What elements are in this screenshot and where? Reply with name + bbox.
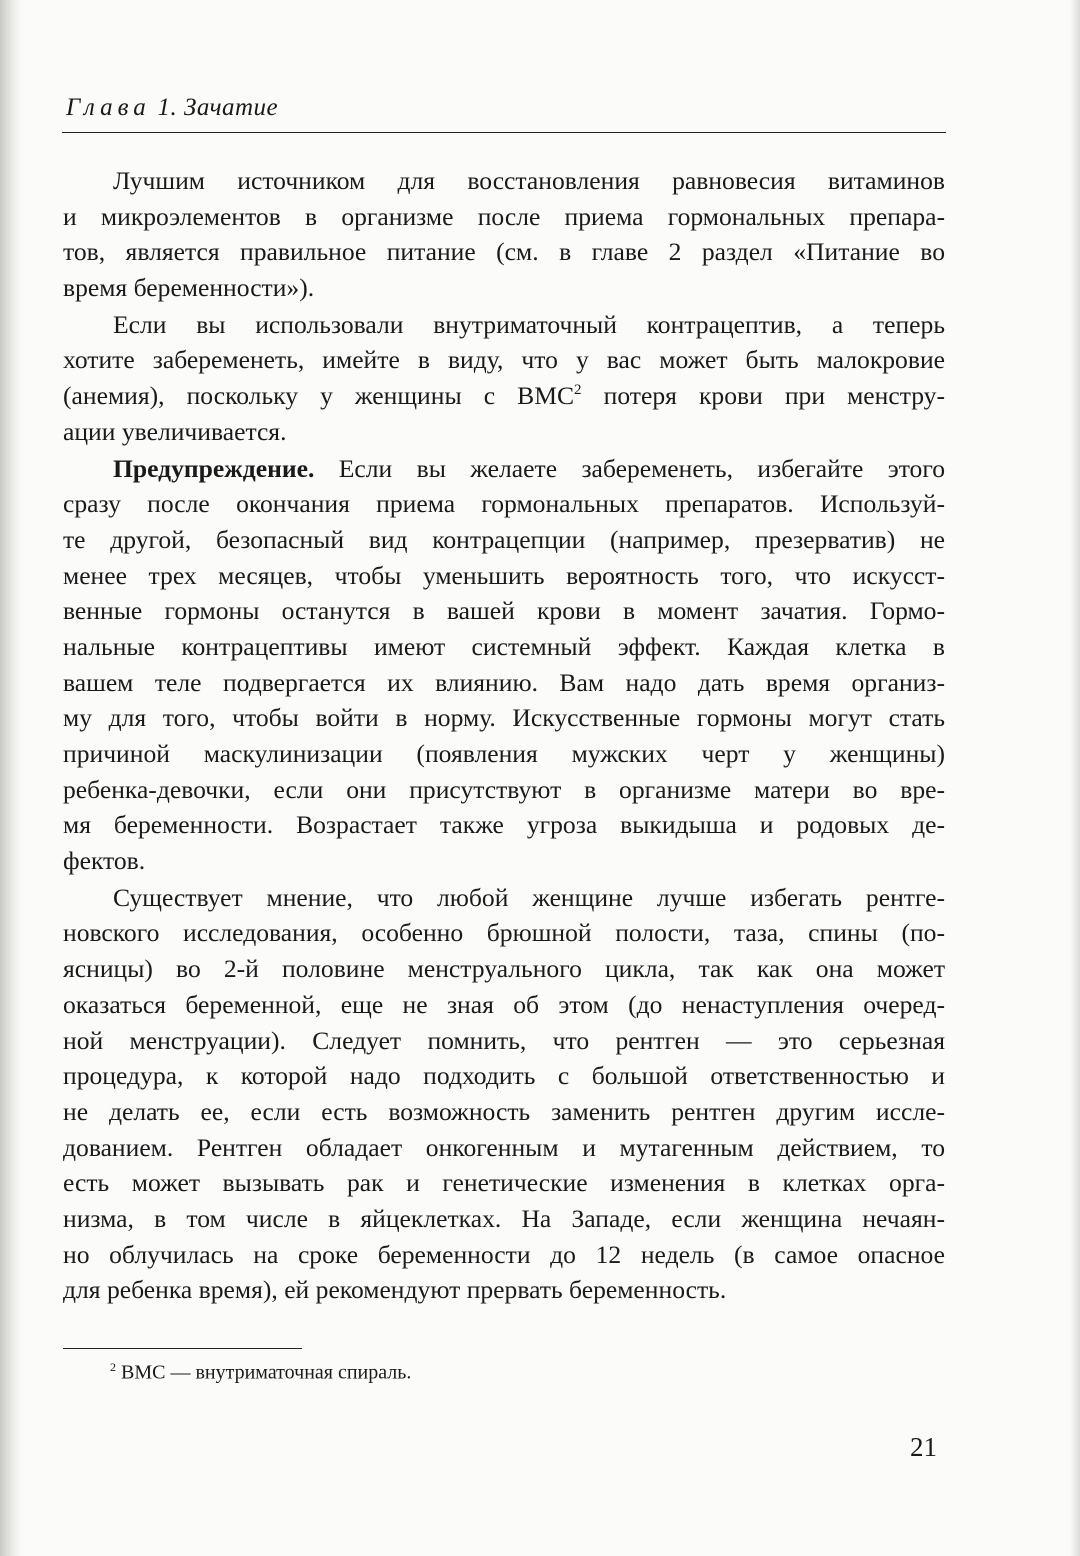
header-rule: [62, 132, 946, 133]
text-line: причиной маскулинизации (появления мужских черт у женщины): [63, 739, 945, 768]
text-line: время беременности»).: [63, 273, 315, 303]
text-line: не делать ее, если есть возможность заменить рентген другим иссле-: [63, 1096, 945, 1126]
text-line: те другой, безопасный вид контрацепции (например, презерватив) не: [63, 524, 945, 554]
text-line: Если вы использовали внутриматочный контрацептив, а теперь: [113, 309, 945, 339]
text-line: фектов.: [63, 846, 146, 876]
text-line: процедура, к которой надо подходить с большой ответственностью и: [63, 1061, 945, 1091]
body-text: [63, 163, 945, 1309]
paragraph: [63, 163, 945, 306]
page-edge-shadow-right: [1070, 0, 1080, 1556]
running-head-label: Глава: [66, 94, 151, 121]
page-number: 21: [910, 1432, 937, 1462]
text-line: есть может вызывать рак и генетические изменения в клетках орга-: [63, 1168, 945, 1198]
text-line: Лучшим источником для восстановления равновесия витаминов: [113, 166, 945, 195]
paragraph: [63, 451, 945, 879]
footnote-marker: 2: [110, 1360, 116, 1374]
footnote-reference: 2: [574, 381, 582, 398]
text-line: но облучилась на сроке беременности до 12 недель (в самое опасное: [63, 1239, 945, 1269]
running-head-title: 1. Зачатие: [157, 94, 279, 121]
text-line: и микроэлементов в организме после приема гормональных препара-: [63, 201, 945, 231]
text-line: мя беременности. Возрастает также угроза выкидыша и родовых де-: [63, 810, 945, 840]
text-line: ясницы) во 2-й половине менструального цикла, так как она может: [63, 954, 945, 984]
text-line: низма, в том числе в яйцеклетках. На Западе, если женщина нечаян-: [63, 1203, 945, 1233]
text-line: [63, 378, 945, 414]
text-segment: (анемия), поскольку у женщины с ВМС: [63, 381, 575, 411]
running-head: [66, 94, 278, 122]
text-line: хотите забеременеть, имейте в виду, что у вас может быть малокровие: [63, 345, 945, 375]
text-segment: Если вы желаете забеременеть, избегайте этого: [338, 453, 946, 483]
text-segment: потеря крови при менстру-: [603, 381, 945, 411]
text-line: тов, является правильное питание (см. в главе 2 раздел «Питание во: [63, 237, 945, 267]
text-line: вашем теле подвергается их влиянию. Вам надо дать время организ-: [63, 667, 945, 697]
footnote: [110, 1360, 411, 1385]
text-line: менее трех месяцев, чтобы уменьшить вероятность того, что искусст-: [63, 560, 945, 590]
text-line: Существует мнение, что любой женщине лучше избегать рентге-: [113, 882, 945, 912]
paragraph: [63, 307, 945, 450]
text-line: оказаться беременной, еще не зная об этом (до ненаступления очеред-: [63, 989, 945, 1019]
footnote-text: ВМС — внутриматочная спираль.: [121, 1361, 412, 1384]
text-line: дованием. Рентген обладает онкогенным и мутагенным действием, то: [63, 1132, 945, 1162]
text-line: новского исследования, особенно брюшной полости, таза, спины (по-: [63, 918, 945, 948]
warning-label: Предупреждение.: [113, 453, 315, 483]
text-line: му для того, чтобы войти в норму. Искусственные гормоны могут стать: [63, 703, 945, 733]
text-line: ации увеличивается.: [63, 416, 287, 446]
text-line: для ребенка время), ей рекомендуют прервать беременность.: [63, 1275, 727, 1305]
text-line: [63, 451, 945, 487]
text-line: нальные контрацептивы имеют системный эффект. Каждая клетка в: [63, 631, 945, 661]
footnote-rule: [63, 1348, 302, 1349]
paragraph: [63, 880, 945, 1308]
text-line: венные гормоны останутся в вашей крови в момент зачатия. Гормо-: [63, 596, 945, 626]
page-edge-shadow: [0, 0, 22, 1556]
text-line: ребенка-девочки, если они присутствуют в организме матери во вре-: [63, 774, 945, 804]
text-line: ной менструации). Следует помнить, что рентген — это серьезная: [63, 1025, 945, 1055]
text-line: сразу после окончания приема гормональных препаратов. Используй-: [63, 489, 945, 519]
